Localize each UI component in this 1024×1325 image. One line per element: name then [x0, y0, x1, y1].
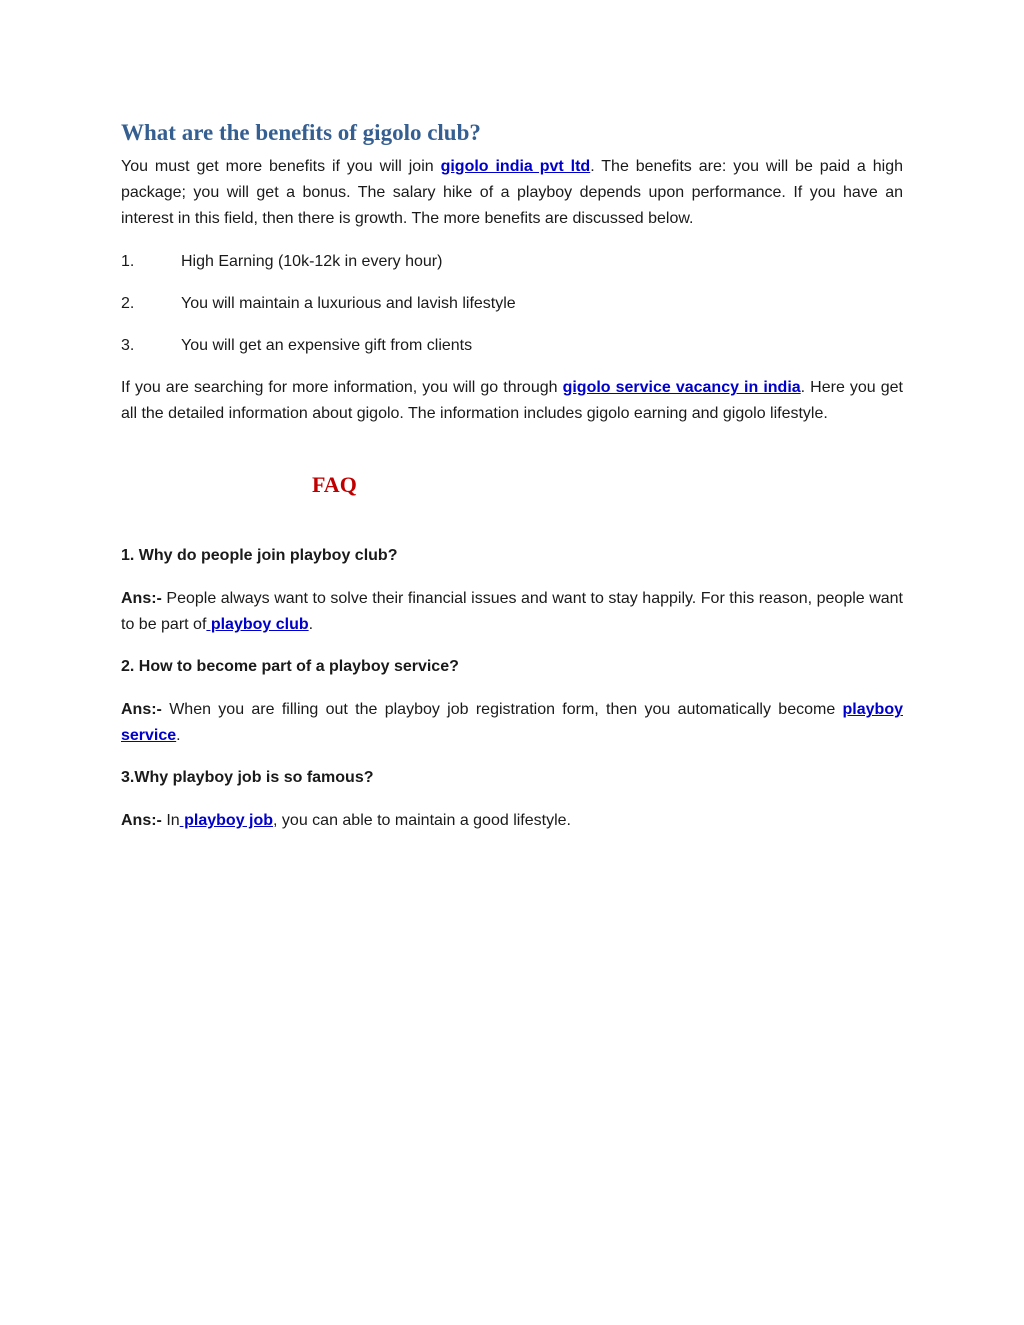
list-number: 1.	[121, 253, 135, 270]
gigolo-india-pvt-ltd-link[interactable]: gigolo india pvt ltd	[440, 158, 591, 175]
faq-answer	[121, 808, 903, 834]
answer-text-before: When you are filling out the playboy job registration form, then you automatically become	[161, 701, 843, 718]
list-text: High Earning (10k-12k in every hour)	[181, 253, 443, 270]
benefit-list-item	[121, 249, 903, 275]
faq-question: 3.Why playboy job is so famous?	[121, 769, 374, 786]
answer-text-after: , you can able to maintain a good lifestyle.	[273, 812, 571, 829]
section-heading: What are the benefits of gigolo club?	[121, 120, 481, 145]
answer-text-after: .	[176, 727, 181, 744]
faq-question: 2. How to become part of a playboy service?	[121, 658, 459, 675]
list-number: 2.	[121, 295, 135, 312]
faq-title: FAQ	[312, 472, 357, 497]
document-page	[121, 118, 903, 850]
intro-text-after: . The benefits are: you will be paid a high package; you will get a bonus. The salary hike of a playboy depends upon performance. If you have an interest in this field, then there is growth. The more benefits are discussed below.	[121, 158, 903, 227]
faq-answer	[121, 697, 903, 749]
answer-label: Ans:-	[121, 590, 162, 607]
info-paragraph	[121, 375, 903, 427]
intro-text-before: You must get more benefits if you will join	[121, 158, 441, 175]
intro-paragraph	[121, 154, 903, 232]
playboy-club-link[interactable]: playboy club	[206, 616, 309, 633]
gigolo-service-vacancy-link[interactable]: gigolo service vacancy in india	[562, 379, 801, 396]
faq-question: 1. Why do people join playboy club?	[121, 547, 398, 564]
list-text: You will maintain a luxurious and lavish lifestyle	[181, 295, 516, 312]
faq-answer	[121, 586, 903, 638]
playboy-job-link[interactable]: playboy job	[179, 812, 274, 829]
info-text-before: If you are searching for more information, you will go through	[121, 379, 563, 396]
info-text-after: . Here you get all the detailed information about gigolo. The information includes gigolo earning and gigolo lifestyle.	[121, 379, 903, 422]
answer-label: Ans:-	[121, 701, 162, 718]
answer-label: Ans:-	[121, 812, 162, 829]
answer-text-after: .	[308, 616, 314, 633]
answer-text-before: In	[161, 812, 180, 829]
benefit-list-item	[121, 333, 903, 359]
playboy-service-link[interactable]: playboy service	[121, 701, 903, 744]
benefit-list-item	[121, 291, 903, 317]
answer-text-before: People always want to solve their financial issues and want to stay happily. For this reason, people want to be part of	[121, 590, 903, 633]
list-text: You will get an expensive gift from clients	[181, 337, 473, 354]
list-number: 3.	[121, 337, 135, 354]
